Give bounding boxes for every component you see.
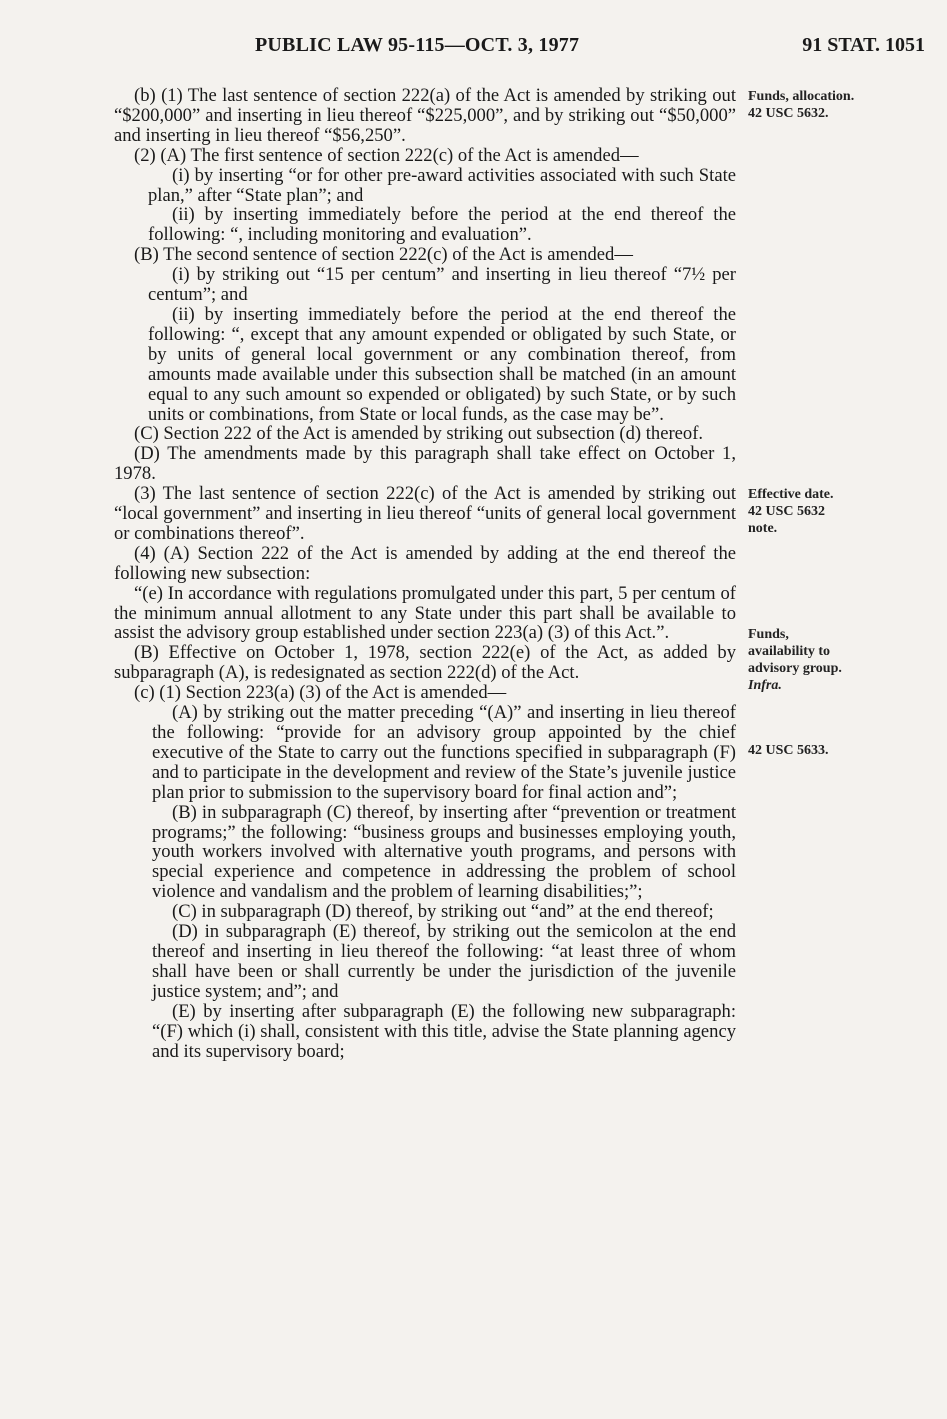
subparagraph-c1-c: (C) in subparagraph (D) thereof, by striking out “and” at the end thereof; — [172, 901, 714, 923]
new-subsection-e: “(e) In accordance with regulations promulgated under this part, 5 per centum of the minimum annual allotment to any State under this part shall be available to assist the advisory group established under section 223(a) (3) of this Act.”. — [114, 582, 736, 644]
paragraph-c1: (c) (1) Section 223(a) (3) of the Act is amended— — [134, 682, 507, 704]
margin-note-42-usc-5633 — [748, 742, 938, 759]
running-head — [0, 34, 947, 64]
note-line: availability to — [748, 644, 831, 659]
clause-2b-ii: (ii) by inserting immediately before the period at the end thereof the following: “, except that any amount expended or obligated by such State, or by units of general local government or any combination thereof, from amounts made available under this subsection shall be matched (in an amount equal to any such amount so expended or obligated) by such State, or by such units or combinations, from State or local funds, as the case may be”. — [148, 303, 736, 425]
margin-note-effective-date — [748, 486, 938, 537]
note-line: 42 USC 5633. — [748, 743, 829, 758]
paragraph-4a: (4) (A) Section 222 of the Act is amended by adding at the end thereof the following new subsection: — [114, 542, 736, 584]
statute-body — [114, 86, 736, 1061]
clause-2a-ii: (ii) by inserting immediately before the period at the end thereof the following: “, including monitoring and evaluation”. — [148, 204, 736, 246]
margin-note-funds-availability — [748, 626, 938, 694]
paragraph-2b: (B) The second sentence of section 222(c) of the Act is amended— — [134, 244, 633, 266]
clause-2a-i: (i) by inserting “or for other pre-award activities associated with such State plan,” after “State plan”; and — [148, 164, 736, 206]
note-line: Funds, — [748, 627, 789, 642]
subparagraph-c1-a: (A) by striking out the matter preceding “(A)” and inserting in lieu thereof the following: “provide for an advisory group appointed by the chief executive of the State to carry out the functions specified in subparagraph (F) and to participate in the development and review of the State’s juvenile justice plan prior to submission to the supervisory board for final action and”; — [152, 702, 736, 803]
paragraph-2a: (2) (A) The first sentence of section 222(c) of the Act is amended— — [134, 144, 639, 166]
note-line: 42 USC 5632. — [748, 106, 829, 121]
subparagraph-c1-e: (E) by inserting after subparagraph (E) the following new subparagraph: “(F) which (i) shall, consistent with this title, advise the State planning agency and its supervisory board; — [152, 1000, 736, 1062]
statute-page-number: 91 STAT. 1051 — [802, 34, 925, 56]
note-line: note. — [748, 521, 778, 536]
paragraph-3: (3) The last sentence of section 222(c) of the Act is amended by striking out “local government” and inserting in lieu thereof “units of general local government or combinations thereof”. — [114, 483, 736, 544]
note-line: Infra. — [748, 678, 782, 693]
law-title: PUBLIC LAW 95-115—OCT. 3, 1977 — [255, 34, 580, 56]
margin-note-funds-allocation — [748, 88, 938, 122]
clause-2b-i: (i) by striking out “15 per centum” and inserting in lieu thereof “7½ per centum”; and — [148, 264, 736, 306]
paragraph-2d: (D) The amendments made by this paragraph shall take effect on October 1, 1978. — [114, 443, 736, 485]
paragraph-b1: (b) (1) The last sentence of section 222(a) of the Act is amended by striking out “$200,000” and inserting in lieu thereof “$225,000”, and by striking out “$50,000” and inserting in lieu thereof “$56,250”. — [114, 85, 736, 146]
note-line: Funds, allocation. — [748, 89, 855, 104]
subparagraph-c1-d: (D) in subparagraph (E) thereof, by striking out the semicolon at the end thereof and inserting in lieu thereof the following: “at least three of whom shall have been or shall currently be under the jurisdiction of the juvenile justice system; and”; and — [152, 921, 736, 1002]
note-line: 42 USC 5632 — [748, 504, 826, 519]
paragraph-2c: (C) Section 222 of the Act is amended by striking out subsection (d) thereof. — [134, 423, 704, 445]
note-line: advisory group. — [748, 661, 842, 676]
paragraph-4b: (B) Effective on October 1, 1978, section 222(e) of the Act, as added by subparagraph (A), is redesignated as section 222(d) of the Act. — [114, 642, 736, 684]
note-line: Effective date. — [748, 487, 834, 502]
subparagraph-c1-b: (B) in subparagraph (C) thereof, by inserting after “prevention or treatment programs;” the following: “business groups and businesses employing youth, youth workers involved with alternative youth programs, and persons with special experience and competence in addressing the problem of school violence and vandalism and the problem of learning disabilities;”; — [152, 801, 736, 903]
